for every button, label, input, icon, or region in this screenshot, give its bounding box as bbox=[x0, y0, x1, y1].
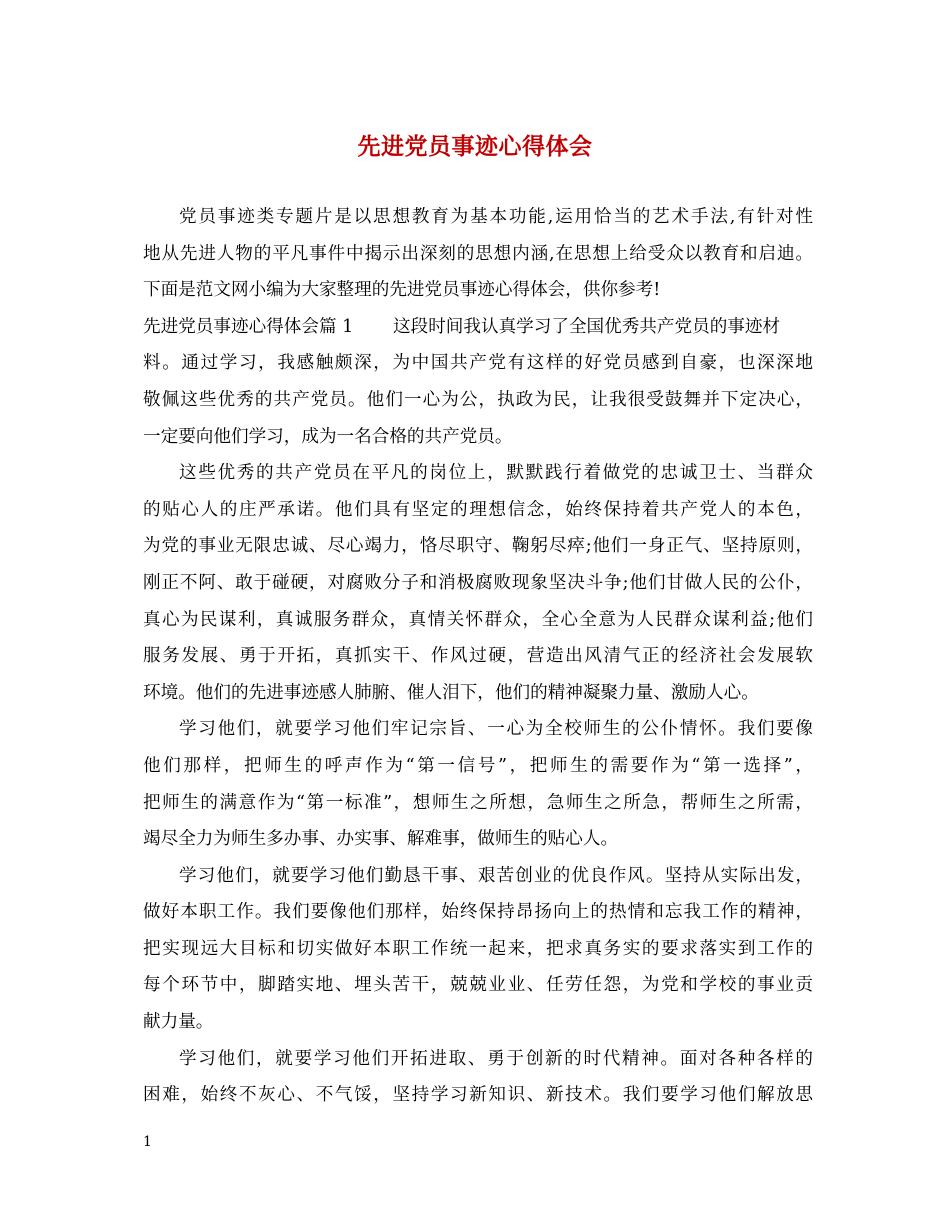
text-line: 地从先进人物的平凡事件中揭示出深刻的思想内涵,在思想上给受众以教育和启迪。 bbox=[143, 243, 813, 264]
line-text: 这段时间我认真学习了全国优秀共产党员的事迹材 bbox=[393, 316, 781, 337]
text-line: 困难，始终不灰心、不气馁，坚持学习新知识、新技术。我们要学习他们解放思 bbox=[143, 1085, 813, 1106]
text-line: 党员事迹类专题片是以思想教育为基本功能,运用恰当的艺术手法,有针对性 bbox=[179, 207, 813, 227]
text-line: 为党的事业无限忠诚、尽心竭力，恪尽职守、鞠躬尽瘁;他们一身正气、坚持原则， bbox=[143, 536, 813, 557]
text-line: 一定要向他们学习，成为一名合格的共产党员。 bbox=[143, 426, 513, 447]
text-line: 献力量。 bbox=[143, 1012, 214, 1033]
text-line: 学习他们，就要学习他们勤恳干事、艰苦创业的优良作风。坚持从实际出发， bbox=[179, 865, 813, 886]
text-line: 料。通过学习，我感触颇深，为中国共产党有这样的好党员感到自豪，也深深地 bbox=[143, 353, 813, 374]
text-line: 竭尽全力为师生多办事、办实事、解难事，做师生的贴心人。 bbox=[143, 829, 619, 850]
text-line: 这些优秀的共产党员在平凡的岗位上，默默践行着做党的忠诚卫士、当群众 bbox=[179, 463, 813, 484]
text-line: 每个环节中，脚踏实地、埋头苦干，兢兢业业、任劳任怨，为党和学校的事业贡 bbox=[143, 975, 813, 996]
text-line: 敬佩这些优秀的共产党员。他们一心为公，执政为民，让我很受鼓舞并下定决心， bbox=[143, 389, 813, 410]
page-number: 1 bbox=[143, 1134, 152, 1150]
text-line: 服务发展、勇于开拓，真抓实干、作风过硬，营造出风清气正的经济社会发展软 bbox=[143, 646, 813, 667]
text-line: 下面是范文网小编为大家整理的先进党员事迹心得体会，供你参考! bbox=[143, 280, 661, 301]
text-line: 把师生的满意作为“第一标准”，想师生之所想，急师生之所急，帮师生之所需， bbox=[143, 792, 813, 813]
text-line: 学习他们，就要学习他们牢记宗旨、一心为全校师生的公仆情怀。我们要像 bbox=[179, 719, 813, 740]
text-line: 的贴心人的庄严承诺。他们具有坚定的理想信念，始终保持着共产党人的本色， bbox=[143, 499, 813, 520]
text-line: 学习他们，就要学习他们开拓进取、勇于创新的时代精神。面对各种各样的 bbox=[179, 1048, 813, 1069]
text-line: 真心为民谋利，真诚服务群众，真情关怀群众，全心全意为人民群众谋利益;他们 bbox=[143, 609, 813, 630]
text-line bbox=[143, 309, 813, 346]
text-line: 做好本职工作。我们要像他们那样，始终保持昂扬向上的热情和忘我工作的精神， bbox=[143, 902, 813, 923]
text-line: 把实现远大目标和切实做好本职工作统一起来，把求真务实的要求落实到工作的 bbox=[143, 938, 813, 959]
text-line: 环境。他们的先进事迹感人肺腑、催人泪下，他们的精神凝聚力量、激励人心。 bbox=[143, 682, 759, 703]
text-line: 刚正不阿、敢于碰硬，对腐败分子和消极腐败现象坚决斗争;他们甘做人民的公仆， bbox=[143, 572, 813, 593]
document-body bbox=[143, 199, 813, 1114]
section-heading: 先进党员事迹心得体会篇 1 bbox=[143, 316, 354, 337]
text-line: 他们那样，把师生的呼声作为“第一信号”，把师生的需要作为“第一选择”， bbox=[143, 755, 813, 776]
document-title: 先进党员事迹心得体会 bbox=[357, 133, 593, 160]
